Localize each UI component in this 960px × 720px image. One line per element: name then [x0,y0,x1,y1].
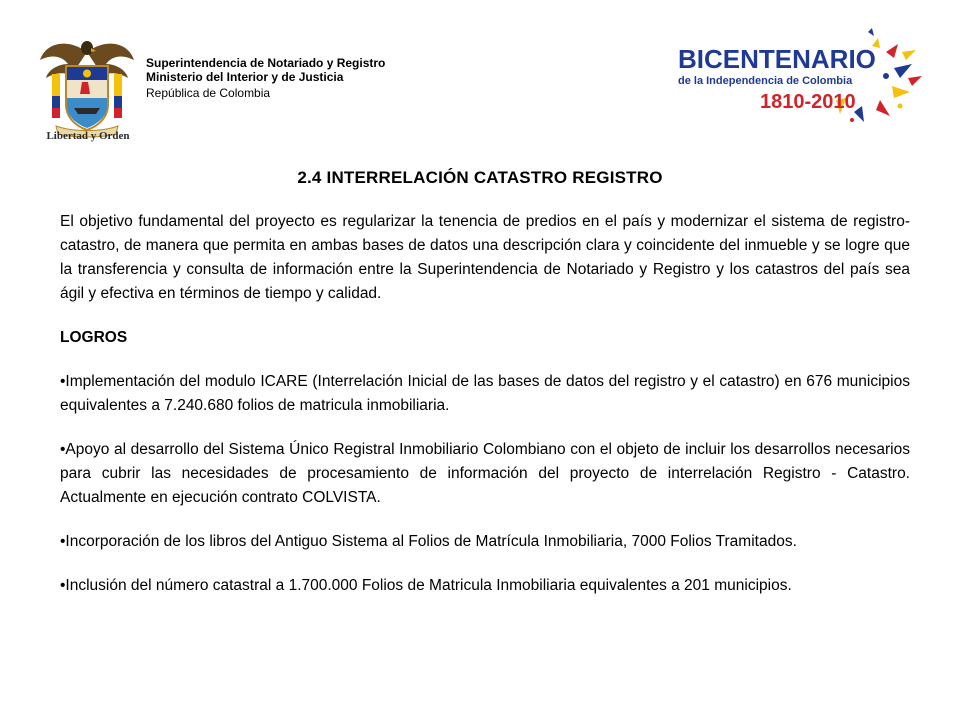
achievement-item: •Apoyo al desarrollo del Sistema Único Registral Inmobiliario Colombiano con el objeto de incluir los desarrollos necesarios para cubrir las necesidades de procesamiento de información del proyecto de interrelación Registro - Catastro. Actualmente en ejecución contrato COLVISTA. [60,441,910,506]
header-left [38,34,438,154]
document-body [60,210,910,618]
bicentenario-subtitle: de la Independencia de Colombia [678,75,853,87]
achievement-item: •Incorporación de los libros del Antiguo Sistema al Folios de Matrícula Inmobiliaria, 7000 Folios Tramitados. [60,533,797,550]
bicentenario-title: BICENTENARIO [678,44,876,74]
bicentenario-years: 1810-2010 [760,91,856,113]
org-name: Superintendencia de Notariado y Registro [146,56,386,70]
crest-motto: Libertad y Orden [46,130,130,142]
bicentenario-logo [672,28,924,128]
country-name: República de Colombia [146,86,271,100]
organization-block [146,56,385,100]
intro-paragraph: El objetivo fundamental del proyecto es regularizar la tenencia de predios en el país y modernizar el sistema de registro-catastro, de manera que permita en ambas bases de datos una descripción clara y coincidente del inmueble y se logre que la transferencia y consulta de información entre la Superintendencia de Notariado y Registro y los catastros del país sea ágil y efectiva en términos de tiempo y calidad. [60,213,910,302]
ministry-name: Ministerio del Interior y de Justicia [146,70,344,84]
achievement-item: •Inclusión del número catastral a 1.700.000 Folios de Matricula Inmobiliaria equivalentes a 201 municipios. [60,577,792,594]
achievements-heading: LOGROS [60,329,128,346]
achievement-item: •Implementación del modulo ICARE (Interrelación Inicial de las bases de datos del registro y el catastro) en 676 municipios equivalentes a 7.240.680 folios de matricula inmobiliaria. [60,373,910,414]
page-title: 2.4 INTERRELACIÓN CATASTRO REGISTRO [297,168,663,187]
